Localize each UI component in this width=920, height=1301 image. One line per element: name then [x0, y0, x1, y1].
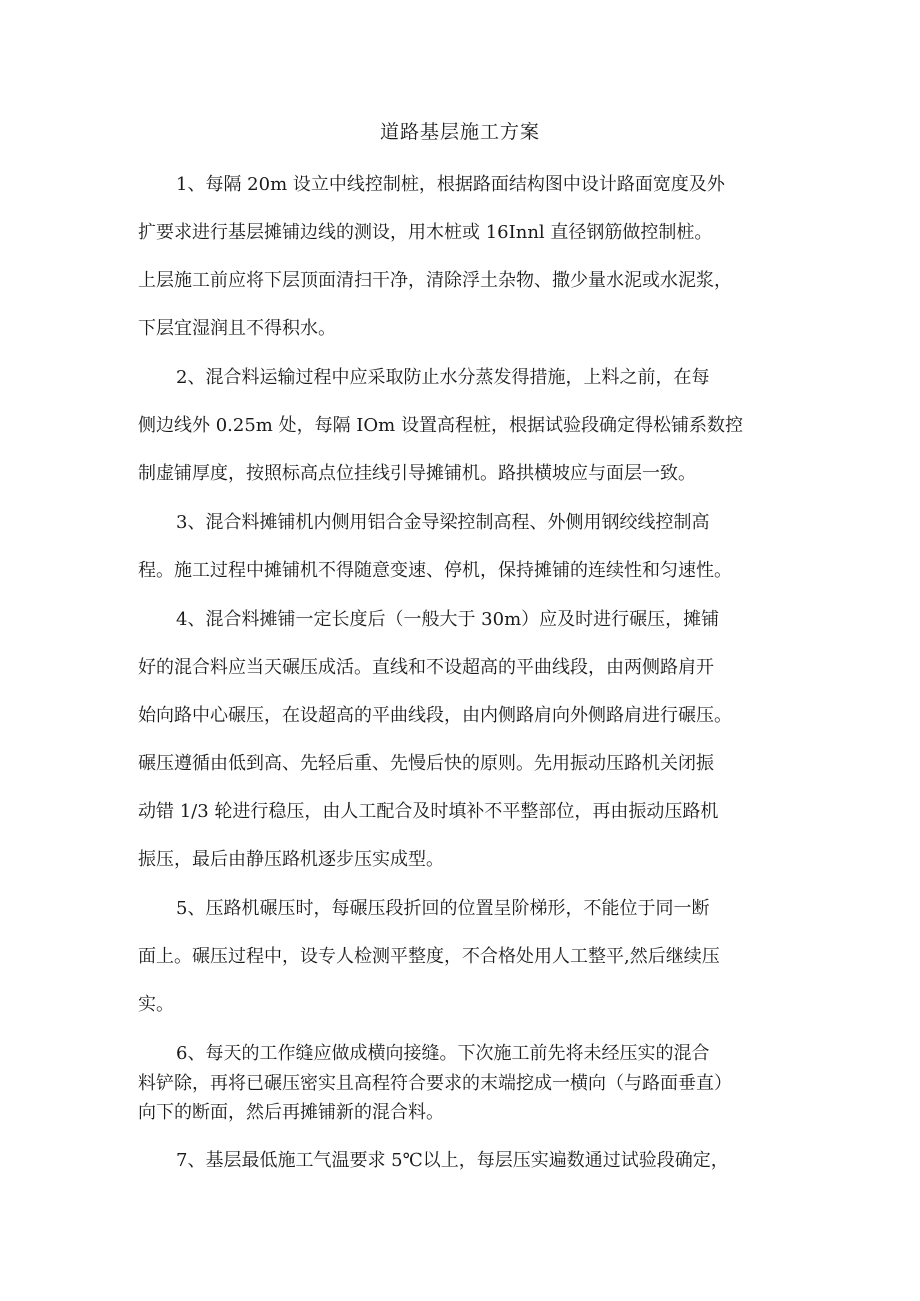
- text-line: 上层施工前应将下层顶面清扫干净，清除浮土杂物、撒少量水泥或水泥浆，: [138, 270, 732, 291]
- text-line: 动错 1/3 轮进行稳压，由人工配合及时填补不平整部位，再由振动压路机: [138, 801, 719, 822]
- text-line: 7、基层最低施工气温要求 5℃以上，每层压实遍数通过试验段确定，: [176, 1150, 729, 1171]
- text-line: 好的混合料应当天碾压成活。直线和不设超高的平曲线段，由两侧路肩开: [138, 657, 714, 678]
- text-line: 6、每天的工作缝应做成横向接缝。下次施工前先将未经压实的混合: [176, 1043, 710, 1064]
- text-line: 料铲除，再将已碾压密实且高程符合要求的末端挖成一横向（与路面垂直）: [138, 1073, 732, 1094]
- text-line: 制虚铺厚度，按照标高点位挂线引导摊铺机。路拱横坡应与面层一致。: [138, 463, 696, 484]
- text-line: 3、混合料摊铺机内侧用铝合金导梁控制高程、外侧用钢绞线控制高: [176, 512, 710, 533]
- text-line: 向下的断面，然后再摊铺新的混合料。: [138, 1102, 444, 1123]
- text-line: 5、压路机碾压时，每碾压段折回的位置呈阶梯形，不能位于同一断: [176, 898, 710, 919]
- text-line: 扩要求进行基层摊铺边线的测设，用木桩或 16Innl 直径钢筋做控制桩。: [138, 222, 713, 243]
- text-line: 1、每隔 20m 设立中线控制桩，根据路面结构图中设计路面宽度及外: [176, 174, 725, 195]
- text-line: 始向路中心碾压，在设超高的平曲线段，由内侧路肩向外侧路肩进行碾压。: [138, 705, 732, 726]
- text-line: 下层宜湿润且不得积水。: [138, 318, 336, 339]
- text-line: 实。: [138, 994, 174, 1015]
- text-line: 侧边线外 0.25m 处，每隔 IOm 设置高程桩，根据试验段确定得松铺系数控: [138, 415, 743, 436]
- text-line: 振压，最后由静压路机逐步压实成型。: [138, 849, 444, 870]
- text-line: 4、混合料摊铺一定长度后（一般大于 30m）应及时进行碾压，摊铺: [176, 609, 720, 630]
- document-title: 道路基层施工方案: [379, 121, 540, 143]
- text-line: 面上。碾压过程中，设专人检测平整度，不合格处用人工整平,然后继续压: [138, 946, 720, 967]
- text-line: 2、混合料运输过程中应采取防止水分蒸发得措施，上料之前，在每: [176, 367, 710, 388]
- text-line: 碾压遵循由低到高、先轻后重、先慢后快的原则。先用振动压路机关闭振: [138, 753, 714, 774]
- text-line: 程。施工过程中摊铺机不得随意变速、停机，保持摊铺的连续性和匀速性。: [138, 560, 732, 581]
